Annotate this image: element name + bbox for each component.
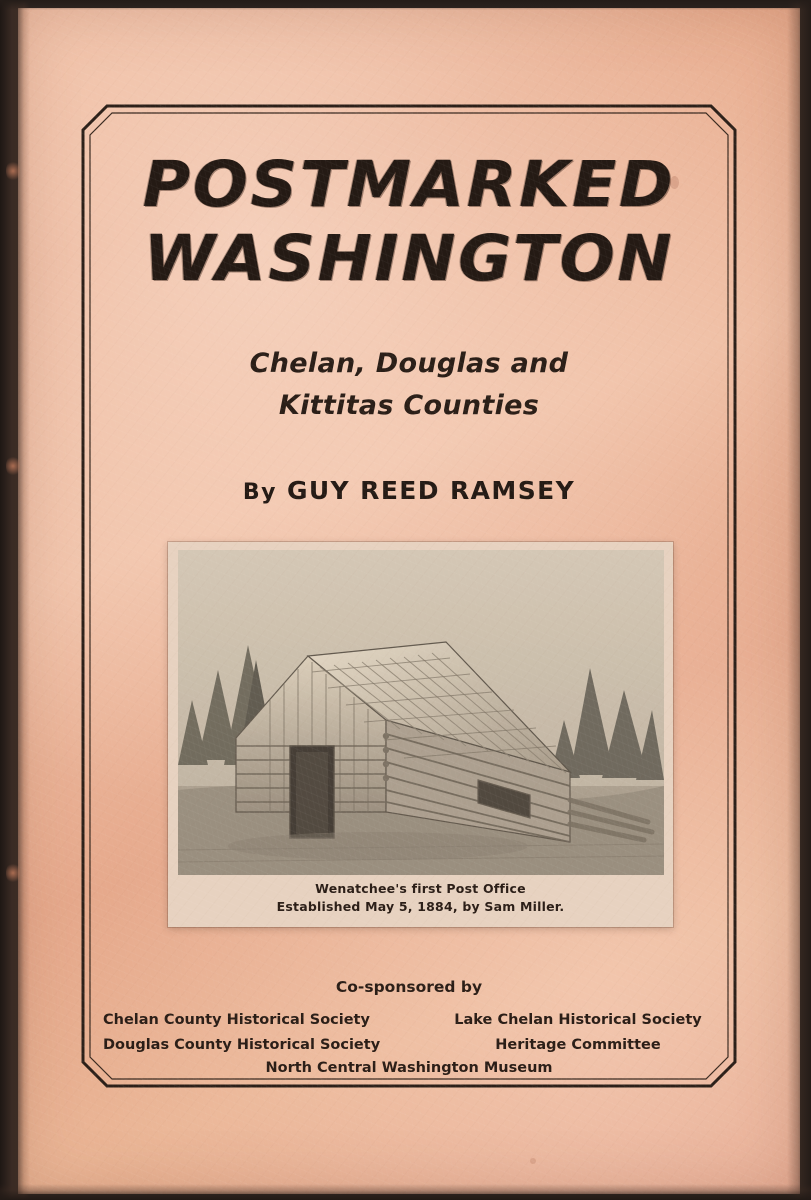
top-page-edge-shadow	[0, 0, 811, 10]
page-title	[81, 148, 737, 297]
author-prefix: By	[242, 480, 277, 505]
spine-wear-mark	[6, 160, 20, 182]
paper-blemish	[530, 1158, 536, 1164]
spine-wear-mark	[6, 455, 20, 477]
sponsor-item: Heritage Committee	[495, 1037, 661, 1054]
book-front-cover	[18, 8, 800, 1194]
photo-caption-line-2: Established May 5, 1884, by Sam Miller.	[276, 899, 565, 915]
sponsor-item: Lake Chelan Historical Society	[454, 1012, 702, 1028]
photo-caption	[168, 880, 673, 916]
log-cabin-post-office-photo	[178, 550, 664, 875]
sponsor-item-bottom: North Central Washington Museum	[265, 1060, 553, 1076]
cover-photo-block	[168, 542, 673, 927]
spine-wear-mark	[6, 862, 20, 884]
subtitle	[81, 343, 737, 427]
right-page-edge-shadow	[787, 0, 811, 1200]
subtitle-line-2: Kittitas Counties	[278, 389, 540, 421]
sponsor-item: Chelan County Historical Society	[103, 1012, 370, 1028]
sponsors-left-column	[103, 1008, 403, 1059]
subtitle-line-1: Chelan, Douglas and	[249, 348, 569, 379]
sponsors-right-column	[433, 1008, 723, 1059]
author-byline	[81, 476, 737, 505]
paper-blemish	[670, 176, 679, 189]
title-line-2: WASHINGTON	[143, 222, 675, 296]
title-line-1: POSTMARKED	[142, 148, 676, 221]
author-name: GUY REED RAMSEY	[286, 476, 576, 505]
bottom-page-edge-shadow	[0, 1184, 811, 1200]
photo-caption-line-1: Wenatchee's first Post Office	[315, 881, 526, 896]
sponsors-heading: Co-sponsored by	[335, 978, 483, 996]
sponsor-item: Douglas County Historical Society	[103, 1037, 381, 1054]
sponsors-columns	[103, 1008, 723, 1059]
